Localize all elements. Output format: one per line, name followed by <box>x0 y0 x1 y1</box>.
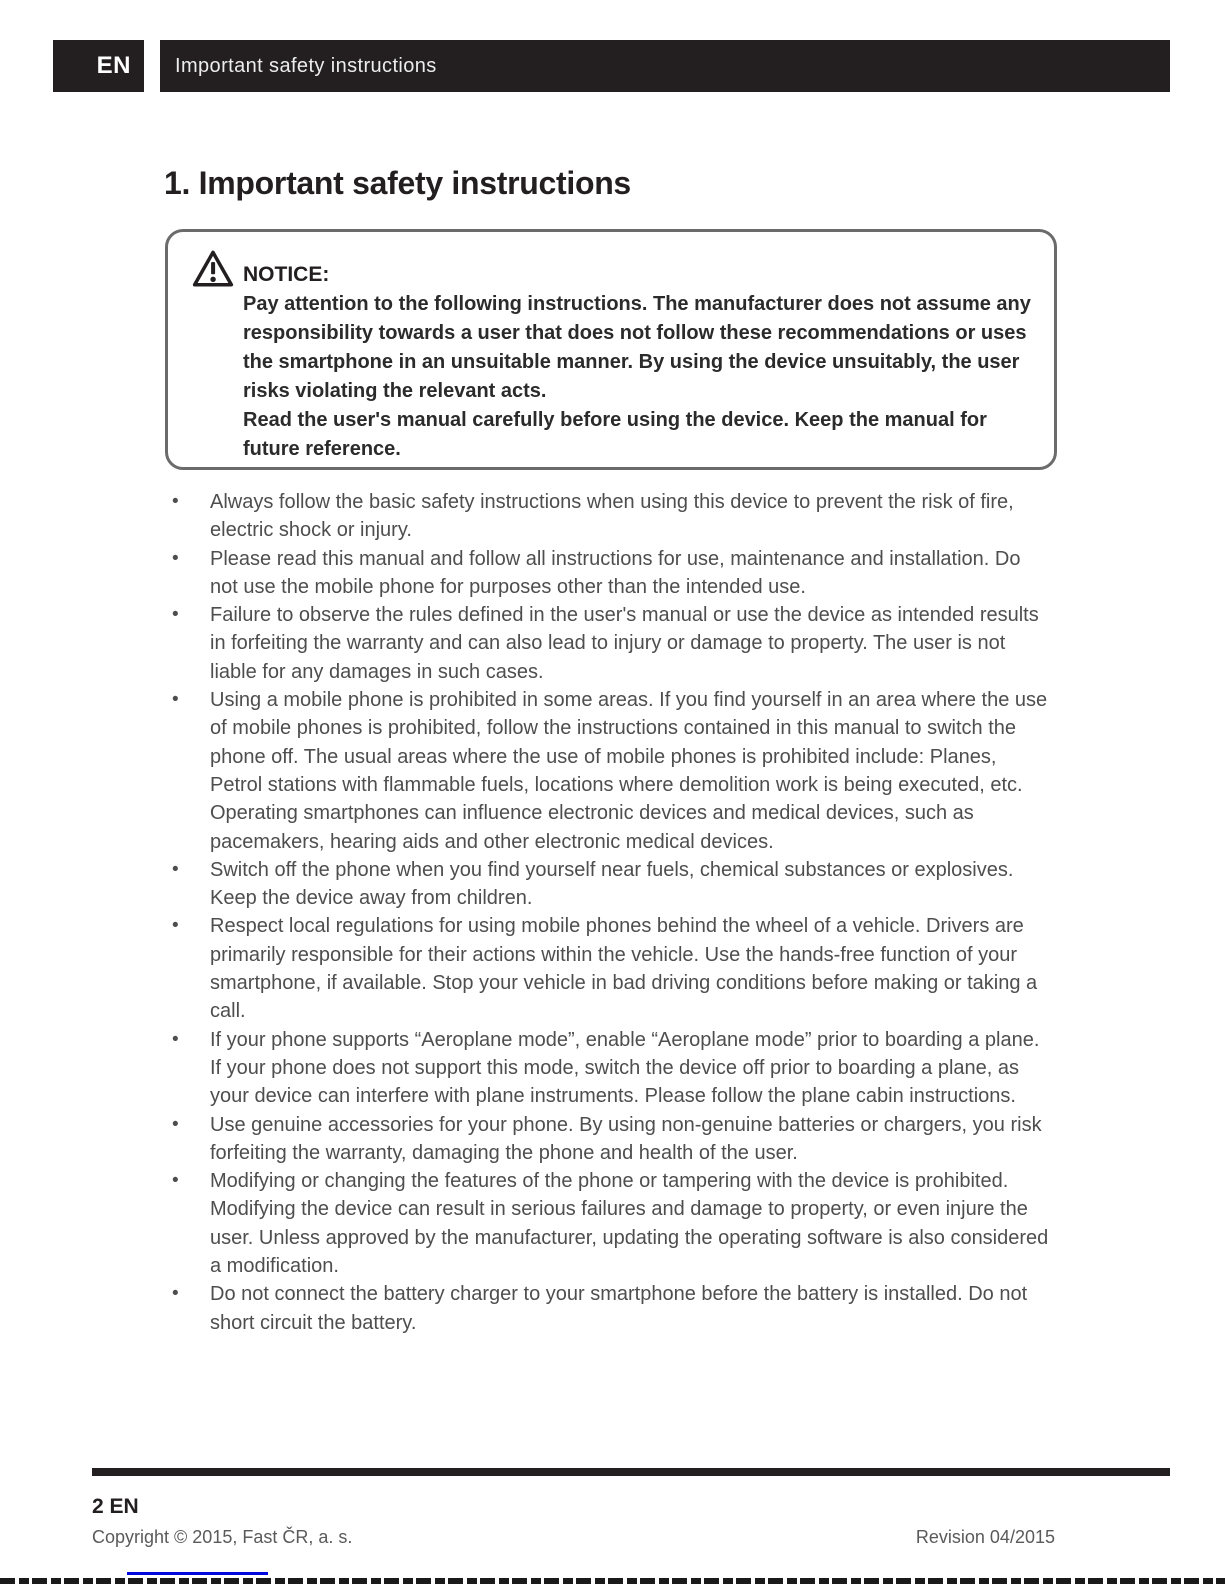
list-item: • Failure to observe the rules defined in the user's manual or use the device as intended results in forfeiting the warranty and can also lead to injury or damage to property. The user is not liable for any damages in such cases. <box>167 601 1049 686</box>
notice-paragraph: Pay attention to the following instructions. The manufacturer does not assume any responsibility towards a user that does not follow these recommendations or uses the smartphone in an unsuitable manner. By using the device unsuitably, the user risks violating the relevant acts. <box>243 293 1031 402</box>
warning-triangle-icon <box>192 249 234 289</box>
list-item: • Use genuine accessories for your phone. By using non-genuine batteries or chargers, you risk forfeiting the warranty, damaging the phone and health of the user. <box>167 1111 1049 1168</box>
list-item: • Respect local regulations for using mobile phones behind the wheel of a vehicle. Drivers are primarily responsible for their actions within the vehicle. Use the hands-free function of your smartphone, if available. Stop your vehicle in bad driving conditions before making or taking a call. <box>167 912 1049 1025</box>
page-title: 1. Important safety instructions <box>164 165 631 202</box>
notice-text <box>243 290 1039 464</box>
notice-box <box>165 229 1057 470</box>
notice-paragraph: Read the user's manual carefully before using the device. Keep the manual for future reference. <box>243 409 987 460</box>
crop-marks <box>0 1578 1225 1584</box>
safety-instructions-list <box>167 488 1049 1337</box>
page-header-bar <box>160 40 1170 92</box>
list-item: • Please read this manual and follow all instructions for use, maintenance and installation. Do not use the mobile phone for purposes other than the intended use. <box>167 545 1049 602</box>
list-item: • Using a mobile phone is prohibited in some areas. If you find yourself in an area where the use of mobile phones is prohibited, follow the instructions contained in this manual to switch the phone off. The usual areas where the use of mobile phones is prohibited include: Planes, Petrol stations with flammable fuels, locations where demolition work is being executed, etc. Operating smartphones can influence electronic devices and medical devices, such as pacemakers, hearing aids and other electronic medical devices. <box>167 686 1049 856</box>
footer-divider <box>92 1468 1170 1476</box>
list-item: • Do not connect the battery charger to your smartphone before the battery is installed. Do not short circuit the battery. <box>167 1280 1049 1337</box>
page-number: 2 EN <box>92 1495 139 1518</box>
print-mark-blue-line <box>127 1572 268 1575</box>
list-item: • Always follow the basic safety instructions when using this device to prevent the risk of fire, electric shock or injury. <box>167 488 1049 545</box>
list-item: • If your phone supports “Aeroplane mode”, enable “Aeroplane mode” prior to boarding a plane. If your phone does not support this mode, switch the device off prior to boarding a plane, as your device can interfere with plane instruments. Please follow the plane cabin instructions. <box>167 1026 1049 1111</box>
language-badge-label: EN <box>96 52 131 79</box>
header-title: Important safety instructions <box>175 54 437 77</box>
notice-label: NOTICE: <box>243 263 330 286</box>
copyright-text: Copyright © 2015, Fast ČR, a. s. <box>92 1527 353 1547</box>
revision-text: Revision 04/2015 <box>915 1527 1055 1547</box>
list-item: • Switch off the phone when you find yourself near fuels, chemical substances or explosives. Keep the device away from children. <box>167 856 1049 913</box>
list-item: • Modifying or changing the features of the phone or tampering with the device is prohibited. Modifying the device can result in serious failures and damage to property, or even injure the user. Unless approved by the manufacturer, updating the operating software is also considered a modification. <box>167 1167 1049 1280</box>
language-badge <box>53 40 144 92</box>
